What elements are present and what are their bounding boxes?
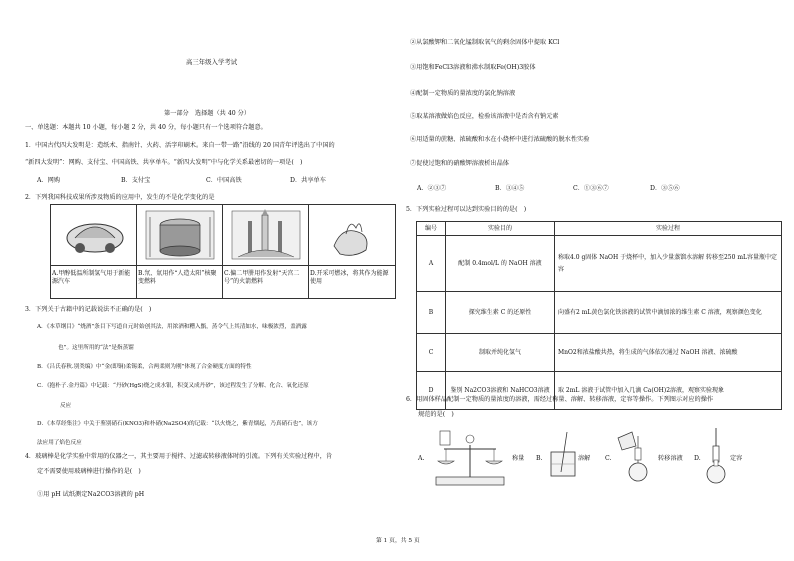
q1-option-a: A．网购 xyxy=(37,177,61,184)
q5-row-d-goal: 鉴别 Na2CO3溶液和 NaHCO3溶液 xyxy=(446,372,555,410)
q6-option-c-letter: C. xyxy=(605,455,612,462)
q5-row-d-no: D xyxy=(417,372,446,410)
q6-option-b-letter: B. xyxy=(536,455,543,462)
q5-row-b-goal: 探究维生素 C 的还原性 xyxy=(446,292,555,334)
q6-option-d-label: 定容 xyxy=(730,455,743,462)
q3-option-d-line2: 法应用了焰色反应 xyxy=(37,440,82,446)
q2-text: 2．下列我国科技成果所涉及物质的应用中，发生的不是化学变化的是 xyxy=(25,194,215,201)
q4-item-3: ③用饱和FeCl3溶液和沸水制取Fe(OH)3胶体 xyxy=(410,64,536,71)
q5-row-c-goal: 制取并纯化氢气 xyxy=(446,334,555,372)
exam-title: 高三年级入学考试 xyxy=(186,58,238,66)
q2-caption-b: B.氘、氚用作“人造太阳”核聚变燃料 xyxy=(138,270,217,285)
q4-text-line1: 4．玻璃棒是化学实验中常用的仪器之一，其主要用于搅拌、过滤或转移液体时的引流。下列有关实验过程中，肯 xyxy=(25,453,333,460)
q1-option-b: B．支付宝 xyxy=(121,177,151,184)
q1-text-line1: 1．中国古代四大发明是：造纸术、指南针、火药、活字印刷术。来自一带一路”沿线的 20 国青年评选出了中国的 xyxy=(25,142,335,149)
q4-option-d: D．③⑤⑥ xyxy=(650,185,680,192)
q2-caption-d: D.开采可燃冰，将其作为能源使用 xyxy=(310,270,389,285)
q4-option-a: A．②③⑦ xyxy=(417,185,447,192)
q1-option-c: C．中国高铁 xyxy=(206,177,242,184)
q4-item-5: ⑤取某溶液做焰色反应，检验该溶液中是否含有钠元素 xyxy=(410,113,559,120)
q4-item-6: ⑥用适量的蔗糖、浓硫酸和水在小烧杯中进行浓硫酸的脱水性实验 xyxy=(410,136,590,143)
balance-scale-image xyxy=(430,425,510,493)
beaker-stirring-image xyxy=(547,430,579,480)
q2-caption-a: A.甲醇低温所制氢气用于新能源汽车 xyxy=(52,270,131,285)
q5-row-b-no: B xyxy=(417,292,446,334)
q6-text-line2: 规范的是( ) xyxy=(418,411,454,418)
q4-item-4: ④配制一定物质的量浓度的氯化钠溶液 xyxy=(410,90,516,97)
q4-item-1: ①用 pH 试纸测定Na2CO3溶液的 pH xyxy=(37,491,145,498)
q4-option-b: B．③④⑤ xyxy=(495,185,525,192)
fusion-reactor-image xyxy=(142,207,218,263)
combustible-ice-image xyxy=(318,212,384,260)
q5-row-d-process: 取 2mL 溶液于试管中加入几滴 Ca(OH)2溶液，观察实验现象 xyxy=(555,372,782,410)
transfer-solution-image xyxy=(614,428,654,484)
q1-text-line2: “新四大发明”：网购、支付宝、中国高铁、共享单车。“新四大发明”中与化学关系最密切的一项是( ) xyxy=(25,159,303,166)
q5-header-no: 编号 xyxy=(417,222,446,236)
section-instruction: 一、单选题：本题共 10 小题，每小题 2 分，共 40 分，每小题只有一个选项符合题意。 xyxy=(25,124,267,131)
q1-option-d: D．共享单车 xyxy=(290,177,326,184)
part-heading: 第一部分 选择题（共 40 分） xyxy=(164,110,251,117)
q3-option-a-line2: 也”。这里所用的“法”是指蒸馏 xyxy=(58,345,134,351)
q6-text-line1: 6．用固体样品配制一定物质的量浓度的溶液，需经过称量、溶解、转移溶液，定容等操作。下列图示对应的操作 xyxy=(406,396,714,403)
q3-option-b: B．《吕氏春秋.别类编》中“金(即铜)柔锡柔，合两柔则为刚”体现了合金硬度方面的特性 xyxy=(37,364,252,370)
q3-option-a-line1: A．《本草纲目》“烧酒”条目下写道自元时始创其法，用浓酒和糟入甑，蒸令气上其清如水，味极浓烈，盖酒露 xyxy=(37,324,307,330)
q5-table xyxy=(416,221,782,410)
q6-option-c-label: 转移溶液 xyxy=(658,455,683,462)
q3-option-d-line1: D．《本草经集注》中关于鉴别硝石(KNO3)和朴硝(Na2SO4)的记载：“以火烧之，紫青烟起，乃真硝石也”，该方 xyxy=(37,421,318,427)
q5-row-a-no: A xyxy=(417,236,446,292)
q6-option-a-label: 称量 xyxy=(512,455,525,462)
q2-caption-c: C.偏二甲肼用作发射“天宫二号”的火箭燃料 xyxy=(224,270,300,285)
q3-option-c-line1: C．《抱朴子.金丹篇》中记载：“丹砂(HgS)烧之成水银，积变又成丹砂”，该过程发生了分解、化合、氧化还原 xyxy=(37,383,309,389)
q4-text-line2: 定不需要使用玻璃棒进行操作的是( ) xyxy=(37,468,141,475)
volumetric-flask-dropper-image xyxy=(704,426,728,488)
q6-option-d-letter: D. xyxy=(694,455,701,462)
q6-option-a-letter: A. xyxy=(418,455,425,462)
q4-option-c: C．①③⑥⑦ xyxy=(573,185,609,192)
page-footer: 第 1 页，共 5 页 xyxy=(376,538,420,544)
q4-item-2: ②从氯酸钾和二氧化锰制取氧气的剩余固体中提取 KCl xyxy=(410,39,560,46)
q5-row-c-no: C xyxy=(417,334,446,372)
q5-row-c-process: MnO2和浓盐酸共热，将生成的气体依次通过 NaOH 溶液、浓硫酸 xyxy=(555,334,782,372)
q5-header-process: 实验过程 xyxy=(555,222,782,236)
q4-item-7: ⑦促使过饱和的硝酸钾溶液析出晶体 xyxy=(410,160,509,167)
q5-header-goal: 实验目的 xyxy=(446,222,555,236)
q3-option-c-line2: 反应 xyxy=(60,403,72,409)
car-image xyxy=(60,210,130,262)
q5-row-a-goal: 配制 0.4mol/L 的 NaOH 溶液 xyxy=(446,236,555,292)
q5-text: 5．下列实验过程可以达到实验目的的是( ) xyxy=(406,206,527,213)
q3-text: 3．下列关于古籍中的记载说法不正确的是( ) xyxy=(25,306,152,313)
q6-option-b-label: 溶解 xyxy=(578,455,591,462)
q5-row-b-process: 向盛有2 mL黄色氯化铁溶液的试管中滴加浓的维生素 C 溶液，观察颜色变化 xyxy=(555,292,782,334)
q5-row-a-process: 称取4.0 g固体 NaOH 于烧杯中，加入少量蒸馏水溶解 转移至250 mL容量瓶中定容 xyxy=(555,236,782,292)
rocket-launch-image xyxy=(228,207,304,263)
